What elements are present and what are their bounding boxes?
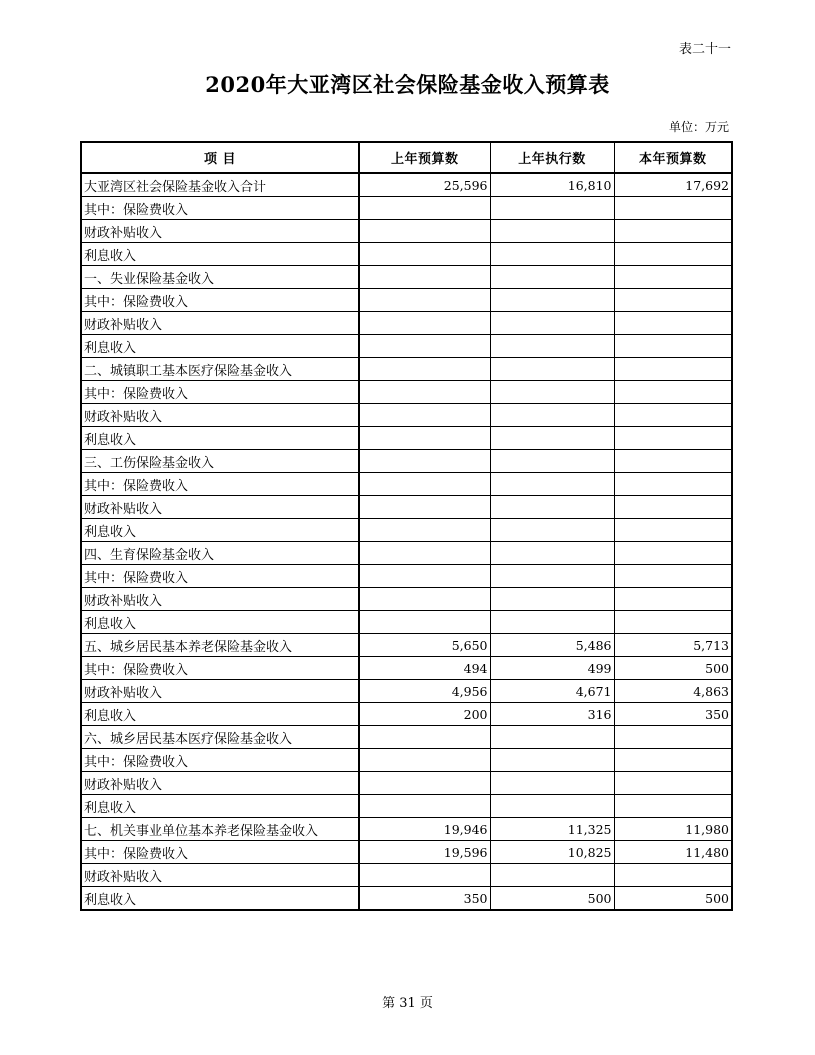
cell-curr-budget bbox=[614, 266, 732, 289]
row-item-label: 三、工伤保险基金收入 bbox=[81, 450, 359, 473]
cell-prev-exec: 4,671 bbox=[490, 680, 614, 703]
cell-prev-exec bbox=[490, 542, 614, 565]
row-item-label: 大亚湾区社会保险基金收入合计 bbox=[81, 173, 359, 197]
cell-prev-exec bbox=[490, 289, 614, 312]
table-row bbox=[81, 197, 732, 220]
cell-curr-budget bbox=[614, 312, 732, 335]
cell-curr-budget bbox=[614, 243, 732, 266]
row-item-label: 财政补贴收入 bbox=[81, 404, 359, 427]
table-row bbox=[81, 818, 732, 841]
cell-prev-budget: 19,946 bbox=[359, 818, 490, 841]
table-row bbox=[81, 864, 732, 887]
cell-curr-budget bbox=[614, 381, 732, 404]
row-item-label: 财政补贴收入 bbox=[81, 496, 359, 519]
cell-prev-budget bbox=[359, 243, 490, 266]
table-row bbox=[81, 588, 732, 611]
table-row bbox=[81, 634, 732, 657]
cell-curr-budget: 500 bbox=[614, 657, 732, 680]
cell-prev-exec bbox=[490, 726, 614, 749]
table-row bbox=[81, 542, 732, 565]
cell-prev-budget bbox=[359, 588, 490, 611]
cell-prev-exec bbox=[490, 496, 614, 519]
row-item-label: 利息收入 bbox=[81, 887, 359, 911]
budget-table bbox=[80, 141, 733, 911]
table-row bbox=[81, 496, 732, 519]
table-row bbox=[81, 887, 732, 911]
cell-prev-budget bbox=[359, 611, 490, 634]
table-row bbox=[81, 565, 732, 588]
cell-curr-budget bbox=[614, 565, 732, 588]
table-row bbox=[81, 726, 732, 749]
cell-prev-exec bbox=[490, 335, 614, 358]
row-item-label: 财政补贴收入 bbox=[81, 772, 359, 795]
cell-prev-budget bbox=[359, 427, 490, 450]
table-row bbox=[81, 220, 732, 243]
page-number: 第 31 页 bbox=[382, 996, 433, 1011]
table-row bbox=[81, 473, 732, 496]
row-item-label: 利息收入 bbox=[81, 611, 359, 634]
cell-curr-budget bbox=[614, 749, 732, 772]
cell-prev-budget: 200 bbox=[359, 703, 490, 726]
cell-prev-budget bbox=[359, 289, 490, 312]
row-item-label: 其中：保险费收入 bbox=[81, 289, 359, 312]
page-title: 2020年大亚湾区社会保险基金收入预算表 bbox=[205, 72, 610, 97]
row-item-label: 财政补贴收入 bbox=[81, 864, 359, 887]
cell-prev-exec: 11,325 bbox=[490, 818, 614, 841]
cell-prev-exec bbox=[490, 611, 614, 634]
table-number-label: 表二十一 bbox=[678, 42, 731, 57]
row-item-label: 七、机关事业单位基本养老保险基金收入 bbox=[81, 818, 359, 841]
cell-prev-budget bbox=[359, 197, 490, 220]
header-item: 项 目 bbox=[81, 142, 359, 173]
row-item-label: 利息收入 bbox=[81, 427, 359, 450]
row-item-label: 财政补贴收入 bbox=[81, 588, 359, 611]
row-item-label: 其中：保险费收入 bbox=[81, 841, 359, 864]
table-row bbox=[81, 173, 732, 197]
cell-curr-budget bbox=[614, 519, 732, 542]
header-prev-exec: 上年执行数 bbox=[490, 142, 614, 173]
cell-prev-exec bbox=[490, 450, 614, 473]
cell-prev-budget bbox=[359, 358, 490, 381]
row-item-label: 二、城镇职工基本医疗保险基金收入 bbox=[81, 358, 359, 381]
cell-prev-exec bbox=[490, 749, 614, 772]
table-row bbox=[81, 450, 732, 473]
cell-prev-budget bbox=[359, 749, 490, 772]
row-item-label: 一、失业保险基金收入 bbox=[81, 266, 359, 289]
cell-prev-budget bbox=[359, 404, 490, 427]
cell-curr-budget: 350 bbox=[614, 703, 732, 726]
row-item-label: 五、城乡居民基本养老保险基金收入 bbox=[81, 634, 359, 657]
row-item-label: 财政补贴收入 bbox=[81, 312, 359, 335]
table-body bbox=[81, 173, 732, 910]
table-row bbox=[81, 404, 732, 427]
row-item-label: 其中：保险费收入 bbox=[81, 749, 359, 772]
cell-curr-budget bbox=[614, 473, 732, 496]
cell-prev-budget: 5,650 bbox=[359, 634, 490, 657]
cell-curr-budget bbox=[614, 404, 732, 427]
cell-prev-exec bbox=[490, 197, 614, 220]
cell-prev-exec bbox=[490, 772, 614, 795]
cell-prev-budget bbox=[359, 542, 490, 565]
cell-prev-exec bbox=[490, 404, 614, 427]
cell-prev-exec bbox=[490, 864, 614, 887]
cell-curr-budget bbox=[614, 795, 732, 818]
cell-curr-budget bbox=[614, 864, 732, 887]
cell-curr-budget bbox=[614, 588, 732, 611]
cell-prev-exec: 316 bbox=[490, 703, 614, 726]
row-item-label: 其中：保险费收入 bbox=[81, 657, 359, 680]
cell-prev-exec bbox=[490, 795, 614, 818]
cell-curr-budget bbox=[614, 197, 732, 220]
cell-prev-exec: 10,825 bbox=[490, 841, 614, 864]
cell-prev-exec: 5,486 bbox=[490, 634, 614, 657]
unit-label: 单位：万元 bbox=[668, 120, 729, 134]
table-row bbox=[81, 243, 732, 266]
table-row bbox=[81, 680, 732, 703]
table-row bbox=[81, 772, 732, 795]
row-item-label: 其中：保险费收入 bbox=[81, 197, 359, 220]
cell-prev-exec: 499 bbox=[490, 657, 614, 680]
cell-prev-budget bbox=[359, 335, 490, 358]
row-item-label: 利息收入 bbox=[81, 795, 359, 818]
cell-prev-budget: 350 bbox=[359, 887, 490, 911]
cell-curr-budget bbox=[614, 450, 732, 473]
cell-curr-budget bbox=[614, 611, 732, 634]
cell-curr-budget: 4,863 bbox=[614, 680, 732, 703]
table-header bbox=[81, 142, 732, 173]
cell-prev-budget: 494 bbox=[359, 657, 490, 680]
cell-prev-exec bbox=[490, 473, 614, 496]
cell-curr-budget bbox=[614, 335, 732, 358]
table-row bbox=[81, 611, 732, 634]
cell-curr-budget bbox=[614, 772, 732, 795]
cell-prev-budget bbox=[359, 519, 490, 542]
row-item-label: 利息收入 bbox=[81, 519, 359, 542]
row-item-label: 财政补贴收入 bbox=[81, 680, 359, 703]
cell-curr-budget: 11,980 bbox=[614, 818, 732, 841]
header-prev-budget: 上年预算数 bbox=[359, 142, 490, 173]
table-row bbox=[81, 841, 732, 864]
row-item-label: 其中：保险费收入 bbox=[81, 565, 359, 588]
cell-curr-budget bbox=[614, 289, 732, 312]
row-item-label: 利息收入 bbox=[81, 243, 359, 266]
cell-prev-exec bbox=[490, 519, 614, 542]
cell-prev-exec bbox=[490, 266, 614, 289]
cell-prev-exec: 500 bbox=[490, 887, 614, 911]
header-row bbox=[81, 142, 732, 173]
cell-prev-budget bbox=[359, 381, 490, 404]
table-row bbox=[81, 335, 732, 358]
row-item-label: 财政补贴收入 bbox=[81, 220, 359, 243]
cell-prev-budget bbox=[359, 795, 490, 818]
cell-curr-budget bbox=[614, 358, 732, 381]
cell-prev-budget bbox=[359, 565, 490, 588]
table-row bbox=[81, 289, 732, 312]
cell-prev-exec bbox=[490, 427, 614, 450]
cell-prev-exec bbox=[490, 312, 614, 335]
cell-curr-budget: 500 bbox=[614, 887, 732, 911]
cell-prev-exec bbox=[490, 358, 614, 381]
cell-curr-budget: 11,480 bbox=[614, 841, 732, 864]
cell-prev-budget: 4,956 bbox=[359, 680, 490, 703]
table-row bbox=[81, 795, 732, 818]
row-item-label: 四、生育保险基金收入 bbox=[81, 542, 359, 565]
cell-prev-budget bbox=[359, 726, 490, 749]
cell-curr-budget: 5,713 bbox=[614, 634, 732, 657]
cell-prev-budget bbox=[359, 266, 490, 289]
row-item-label: 利息收入 bbox=[81, 703, 359, 726]
table-row bbox=[81, 703, 732, 726]
cell-curr-budget bbox=[614, 542, 732, 565]
row-item-label: 其中：保险费收入 bbox=[81, 473, 359, 496]
row-item-label: 利息收入 bbox=[81, 335, 359, 358]
row-item-label: 六、城乡居民基本医疗保险基金收入 bbox=[81, 726, 359, 749]
cell-prev-budget bbox=[359, 772, 490, 795]
table-row bbox=[81, 266, 732, 289]
cell-prev-budget bbox=[359, 450, 490, 473]
row-item-label: 其中：保险费收入 bbox=[81, 381, 359, 404]
cell-prev-exec bbox=[490, 381, 614, 404]
table-row bbox=[81, 381, 732, 404]
table-row bbox=[81, 749, 732, 772]
table-row bbox=[81, 312, 732, 335]
table-row bbox=[81, 427, 732, 450]
cell-curr-budget bbox=[614, 220, 732, 243]
cell-prev-exec bbox=[490, 565, 614, 588]
cell-prev-budget: 19,596 bbox=[359, 841, 490, 864]
header-curr-budget: 本年预算数 bbox=[614, 142, 732, 173]
cell-curr-budget bbox=[614, 427, 732, 450]
cell-prev-exec bbox=[490, 243, 614, 266]
cell-prev-budget bbox=[359, 496, 490, 519]
cell-prev-exec bbox=[490, 220, 614, 243]
cell-prev-budget bbox=[359, 864, 490, 887]
cell-prev-budget bbox=[359, 220, 490, 243]
cell-prev-budget: 25,596 bbox=[359, 173, 490, 197]
table-row bbox=[81, 519, 732, 542]
table-row bbox=[81, 657, 732, 680]
cell-prev-exec: 16,810 bbox=[490, 173, 614, 197]
cell-prev-exec bbox=[490, 588, 614, 611]
table-row bbox=[81, 358, 732, 381]
cell-curr-budget: 17,692 bbox=[614, 173, 732, 197]
cell-prev-budget bbox=[359, 473, 490, 496]
cell-prev-budget bbox=[359, 312, 490, 335]
cell-curr-budget bbox=[614, 726, 732, 749]
cell-curr-budget bbox=[614, 496, 732, 519]
